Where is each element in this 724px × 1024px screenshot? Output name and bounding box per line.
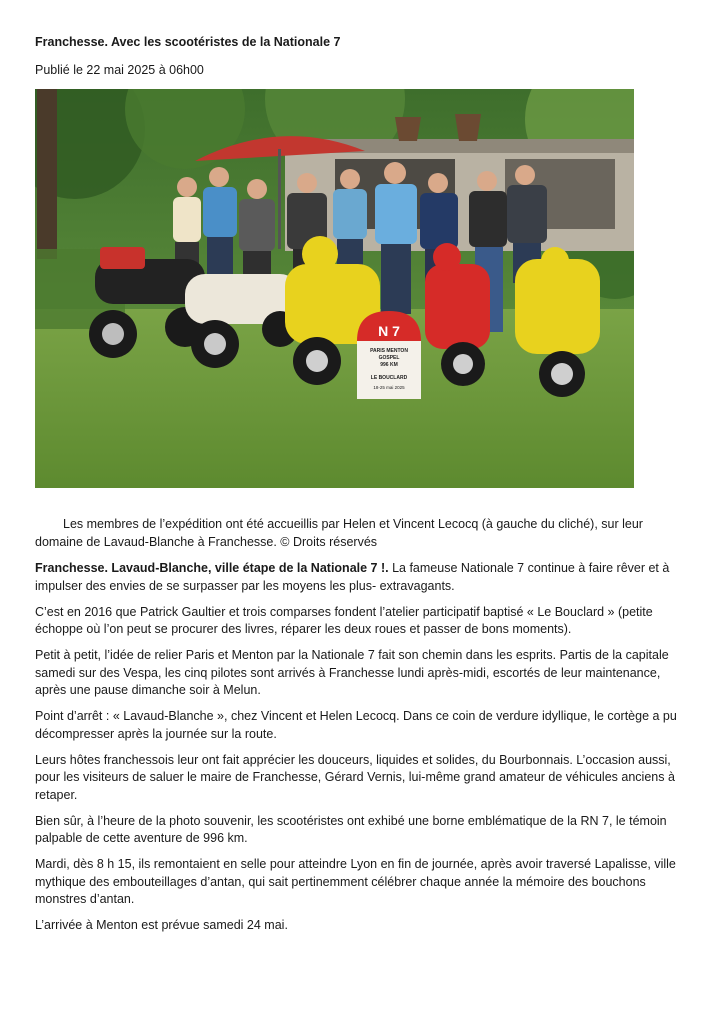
tree-trunk xyxy=(37,89,57,259)
svg-text:GOSPEL: GOSPEL xyxy=(378,355,400,361)
n7-milestone xyxy=(357,311,421,399)
pot xyxy=(395,117,421,141)
article-header xyxy=(35,34,687,78)
publish-date: Publié le 22 mai 2025 à 06h00 xyxy=(35,63,204,77)
paragraph-4: Leurs hôtes franchessois leur ont fait apprécier les douceurs, liquides et solides, du Bourbonnais. L’occasion aussi, pour les visiteurs de saluer le maire de Franchesse, Gérard Vernis, lui-même grand amateur de véhicules anciens à retaper. xyxy=(35,752,675,802)
article-photo xyxy=(35,89,634,488)
svg-text:LE BOUCLARD: LE BOUCLARD xyxy=(370,375,408,381)
lead-bold: Franchesse. Lavaud-Blanche, ville étape de la Nationale 7 !. xyxy=(35,561,389,575)
paragraph-3: Point d’arrêt : « Lavaud-Blanche », chez Vincent et Helen Lecocq. Dans ce coin de verdure idyllique, le cortège a pu décompresser après la journée sur la route. xyxy=(35,709,677,741)
paragraph-1: C’est en 2016 que Patrick Gaultier et trois comparses fondent l’atelier participatif baptisé « Le Bouclard » (petite échoppe où l’on peut se procurer des livres, réparer les deux roues et passer de bons moments). xyxy=(35,604,653,636)
photo-caption: Les membres de l’expédition ont été accueillis par Helen et Vincent Lecocq (à gauche du cliché), sur leur domaine de Lavaud-Blanche à Franchesse. © Droits réservés xyxy=(35,517,643,549)
article-body xyxy=(35,560,685,943)
lead-paragraph xyxy=(35,560,685,595)
svg-text:18-25 mai 2025: 18-25 mai 2025 xyxy=(373,385,405,390)
paragraph-7: L’arrivée à Menton est prévue samedi 24 mai. xyxy=(35,918,288,932)
lead-text: La fameuse Nationale 7 continue à faire rêver et à impulser des envies de se surpasser par les moyens les plus- extravagants. xyxy=(35,561,670,593)
svg-text:996 KM: 996 KM xyxy=(380,362,398,368)
paragraph-6: Mardi, dès 8 h 15, ils remontaient en selle pour atteindre Lyon en fin de journée, après avoir traversé Lapalisse, ville mythique des embouteillages d’antan, qui sait pertinemment célébrer chaque année la mémoire des bouchons monstres d’antan. xyxy=(35,857,676,906)
milestone-top-text: N 7 xyxy=(378,323,400,339)
paragraph-2: Petit à petit, l’idée de relier Paris et Menton par la Nationale 7 fait son chemin dans les esprits. Partis de la capitale samedi sur des Vespa, les cinq pilotes sont arrivés à Franchesse lundi après-midi, escortés de leur maintenance, après une pause dimanche soir à Melun. xyxy=(35,648,669,697)
svg-text:PARIS MENTON: PARIS MENTON xyxy=(370,348,408,354)
group-photo-illustration xyxy=(35,89,634,488)
article-title: Franchesse. Avec les scootéristes de la Nationale 7 xyxy=(35,35,341,49)
paragraph-5: Bien sûr, à l’heure de la photo souvenir, les scootéristes ont exhibé une borne emblématique de la RN 7, le témoin palpable de cette aventure de 996 km. xyxy=(35,813,667,845)
pot xyxy=(455,114,481,141)
